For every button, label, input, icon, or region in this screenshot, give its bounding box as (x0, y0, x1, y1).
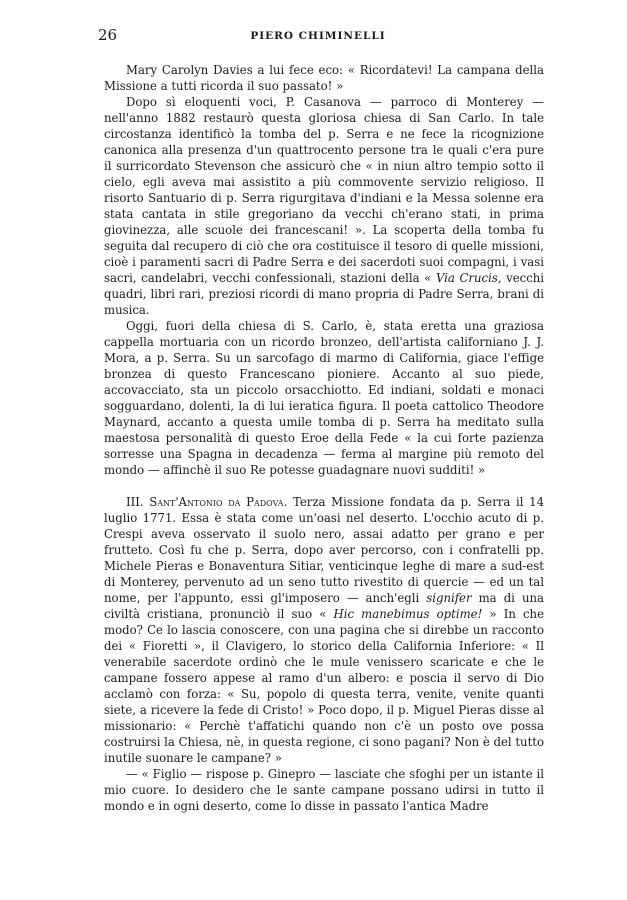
text-segment: Oggi, fuori della chiesa di S. Carlo, è, stata eretta una graziosa cappella mortuaria con un ricordo bronzeo, dell'artista californiano J. J. Mora, a p. Serra. Su un sarcofago di marmo di California, giace l'effige bronzea di questo Francescano pioniere. Accanto al suo piede, accovacciato, sta un piccolo orsacchiotto. Ed indiani, soldati e monaci sogguardano, dolenti, la di lui ieratica figura. Il poeta cattolico Theodore Maynard, accanto a questa umile tomba di p. Serra ha meditato sulla maestosa personalità di questo Eroe della Fede « la cui forte pazienza sorresse una Spagna in decadenza — ferma al margine più remoto del mondo — affinchè il suo Re potesse guadagnare nuovi sudditi! » (104, 319, 544, 477)
paragraph-oggi (104, 318, 544, 478)
text-segment: Dopo sì eloquenti voci, P. Casanova — parroco di Monterey — nell'anno 1882 restaurò questa gloriosa chiesa di San Carlo. In tale circostanza identificò la tomba del p. Serra e ne fece la ricognizione canonica alla presenza d'un quattrocento persone tra le quali c'era pure il surricordato Stevenson che assicurò che « in niun altro tempio sotto il cielo, egli aveva mai assistito a più commovente servizio religioso. Il risorto Santuario di p. Serra rigurgitava d'indiani e la Messa solenne era stata cantata in stile gregoriano da vecchi ch'erano stati, in prima giovinezza, alle scuole dei francescani! ». La scoperta della tomba fu seguita dal recupero di ciò che ora costituisce il tesoro di quelle missioni, cioè i paramenti sacri di Padre Serra e dei sacerdoti suoi compagni, i vasi sacri, candelabri, vecchi confessionali, stazioni della « (104, 95, 544, 285)
text-segment: — « Figlio — rispose p. Ginepro — lasciate che sfoghi per un istante il mio cuore. Io desidero che le sante campane possano udirsi in tutto il mondo e in ogni deserto, come lo disse in passato l'antica Madre (104, 767, 544, 813)
italic-text: signifer (426, 591, 472, 605)
body-text (104, 62, 544, 814)
text-segment: , vecchi quadri, libri rari, preziosi ricordi di mano propria di Padre Serra, brani di musica. (104, 271, 544, 317)
text-segment: Mary Carolyn Davies a lui fece eco: « Ricordatevi! La campana della Missione a tutti ricorda il suo passato! » (104, 63, 544, 93)
page-number: 26 (98, 26, 118, 44)
paragraph-ginepro (104, 766, 544, 814)
italic-text: Hic manebimus optime! (333, 607, 483, 621)
italic-text: Via Crucis (435, 271, 498, 285)
text-segment: . Terza Missione fondata da p. Serra il 14 luglio 1771. Essa è stata come un'oasi nel deserto. L'occhio acuto di p. Crespi aveva osservato il suolo nero, assai adatto per grano e per frutteto. Così fu che p. Serra, dopo aver percorso, con i confratelli pp. Michele Pieras e Bonaventura Sitiar, venticinque leghe di mare a sud-est di Monterey, pervenuto ad un seno tutto rivestito di quercie — ed un tal nome, per l'appunto, essi gl'imposero — anch'egli (104, 495, 545, 605)
paragraph-davies (104, 62, 544, 94)
text-segment: III. (126, 495, 150, 509)
text-segment: ma di una civiltà cristiana, pronunciò il suo « (104, 591, 544, 621)
section-heading: Sant'Antonio da Padova (149, 495, 284, 509)
paragraph-casanova (104, 94, 544, 318)
paragraph-sant-antonio (104, 494, 544, 766)
page-header (98, 26, 538, 46)
text-segment: » In che modo? Ce lo lascia conoscere, con una pagina che si direbbe un racconto dei « Fioretti », il Clavigero, lo storico della California Inferiore: « Il venerabile sacerdote ordinò che le mule venissero scaricate e che le campane fossero appese al ramo d'un albero: e poscia il servo di Dio acclamò con forza: « Su, popolo di questa terra, venite, venite quanti siete, a ricevere la fede di Cristo! » Poco dopo, il p. Miguel Pieras disse al missionario: « Perchè t'affatichi quando non c'è un posto ove possa costruirsi la Chiesa, nè, in questa regione, ci sono pagani? Non è del tutto inutile suonare le campane? » (104, 607, 544, 765)
running-title: PIERO CHIMINELLI (250, 30, 386, 42)
